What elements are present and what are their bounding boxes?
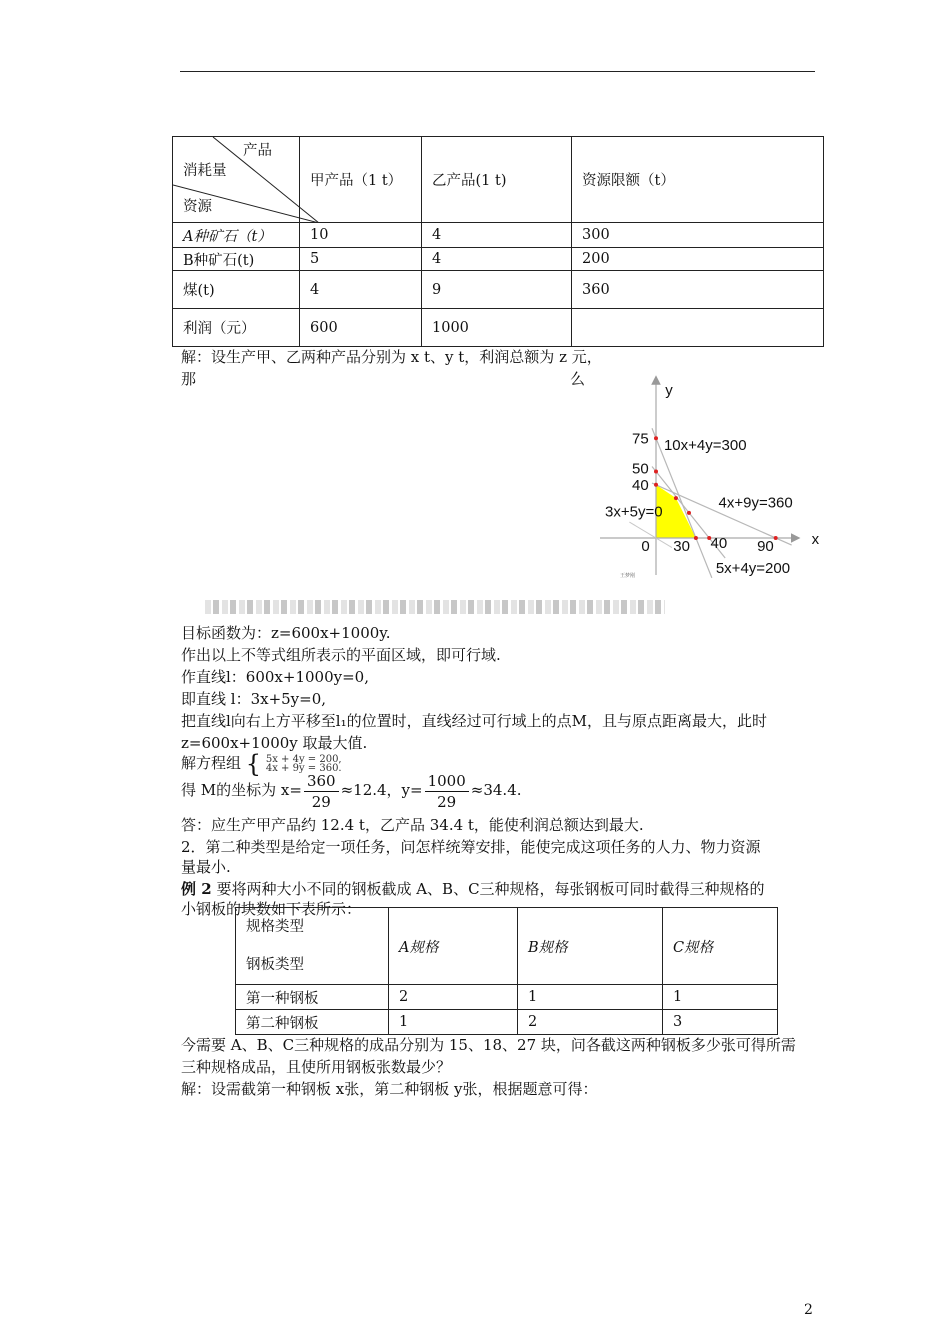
corner-top-label: 规格类型 [246,919,304,935]
m-coordinate-line [181,770,522,812]
y-denominator: 29 [437,792,457,811]
type2-line-a: 2．第二种类型是给定一项任务，问怎样统筹安排，能使完成这项任务的人力、物力资源 [181,838,761,856]
table-row [173,248,824,271]
garbled-inequality-system [205,600,665,614]
solution-na: 那 [181,370,197,388]
type2-line-b: 量最小. [181,858,231,876]
feasible-region-chart [600,375,830,585]
x-axis-label: x [811,531,820,548]
table-cell: 360 [572,271,824,309]
eq-1: 5x + 4y = 200, [265,754,342,765]
answer-line: 答：应生产甲产品约 12.4 t，乙产品 34.4 t，能使利润总额达到最大. [181,816,644,834]
example2-line-a [181,878,765,900]
x-approx: ≈12.4，y= [340,781,423,799]
table-cell: 4 [300,271,422,309]
steel-plate-table [235,907,778,1035]
vertex-point [674,496,678,500]
table-cell [572,309,824,347]
zmax-line: z=600x+1000y 取最大值. [181,734,368,752]
table-cell: 600 [300,309,422,347]
header-cell: C规格 [663,908,778,985]
series-label: 5x+4y=200 [715,560,791,577]
diag-bottom-label: 资源 [183,199,212,215]
solve-label: 解方程组 [181,754,242,772]
diagonal-header-cell [173,137,300,223]
diag-mid-label: 消耗量 [183,163,227,179]
table-cell: 1000 [422,309,572,347]
header-cell: 甲产品（1 t） [300,137,422,223]
resource-table [172,136,824,347]
table-cell: 10 [300,223,422,248]
series-label: 3x+5y=0 [605,503,663,521]
intercept-point [654,436,658,440]
table-cell: 2 [389,985,518,1010]
objective-line: 目标函数为：z=600x+1000y. [181,624,391,642]
table-row [236,985,778,1010]
page-number: 2 [804,1302,813,1318]
corner-bottom-label: 钢板类型 [246,957,304,973]
example2-line-b: 小钢板的块数如下表所示： [181,900,362,918]
header-cell: B规格 [518,908,663,985]
row-label: 利润（元） [173,309,300,347]
solution-intro: 解：设生产甲、乙两种产品分别为 x t、y t，利润总额为 z 元， [181,348,602,366]
tick-label: 40 [632,476,649,494]
solution-me: 么 [570,370,586,388]
table-row [173,271,824,309]
y-axis-label: y [665,382,673,399]
table-row [173,223,824,248]
brace-symbol: { [245,750,262,778]
translate-line: 把直线l向右上方平移至l₁的位置时，直线经过可行域上的点M，且与原点距离最大，此时 [181,712,767,730]
series-label: 10x+4y=300 [663,437,747,455]
intercept-point [654,470,658,474]
intercept-point [774,536,778,540]
row-label: 第一种钢板 [236,985,389,1010]
table-cell: 2 [518,1010,663,1035]
solution2-line: 解：设需截第一种钢板 x张，第二种钢板 y张，根据题意可得： [181,1080,598,1098]
table-cell: 4 [422,248,572,271]
need-line-a: 今需要 A、B、C三种规格的成品分别为 15、18、27 块，问各截这两种钢板多少张可得所需 [181,1036,796,1054]
y-numerator: 1000 [425,771,469,792]
table-cell: 1 [518,985,663,1010]
table-row [236,1010,778,1035]
y-fraction [425,771,469,812]
table-cell: 1 [663,985,778,1010]
row-label: B种矿石(t) [173,248,300,271]
table-cell: 300 [572,223,824,248]
tick-label: 50 [632,460,649,478]
region-line: 作出以上不等式组所表示的平面区域，即可行域. [181,646,501,664]
table-cell: 3 [663,1010,778,1035]
line-l: 作直线l：600x+1000y=0, [181,668,369,686]
series-label: 4x+9y=360 [718,494,793,512]
intercept-point [694,536,698,540]
tick-label: 40 [710,535,728,552]
corner-cell [236,908,389,985]
example2-label: 例 2 [181,880,212,898]
x-denominator: 29 [311,792,331,811]
table-cell: 5 [300,248,422,271]
table-row [173,309,824,347]
table-cell: 1 [389,1010,518,1035]
tick-label: 90 [757,538,774,555]
tick-label: 75 [632,430,649,448]
vertex-point [687,511,691,515]
small-watermark-label: 王梦刚 [620,573,636,579]
x-numerator: 360 [304,771,339,792]
diag-top-label: 产品 [243,143,272,159]
table-cell: 9 [422,271,572,309]
y-approx: ≈34.4. [470,781,522,799]
row-label: 煤(t) [173,271,300,309]
row-label: 第二种钢板 [236,1010,389,1035]
need-line-b: 三种规格成品，且使所用钢板张数最少？ [181,1058,452,1076]
table-cell: 200 [572,248,824,271]
header-rule [180,71,815,72]
table-cell: 4 [422,223,572,248]
header-cell: 乙产品(1 t) [422,137,572,223]
example2-text: 要将两种大小不同的钢板截成 A、B、C三种规格，每张钢板可同时截得三种规格的 [211,880,765,898]
row-label: A种矿石（t） [173,223,300,248]
header-cell: A规格 [389,908,518,985]
header-cell: 资源限额（t） [572,137,824,223]
tick-label: 30 [673,538,690,555]
tick-label: 0 [641,538,650,555]
intercept-point [654,483,658,487]
m-prefix: 得 M的坐标为 x= [181,781,302,799]
eq-2: 4x + 9y = 360. [265,763,342,774]
line-l2: 即直线 l：3x+5y=0, [181,690,327,708]
x-fraction [304,771,339,812]
